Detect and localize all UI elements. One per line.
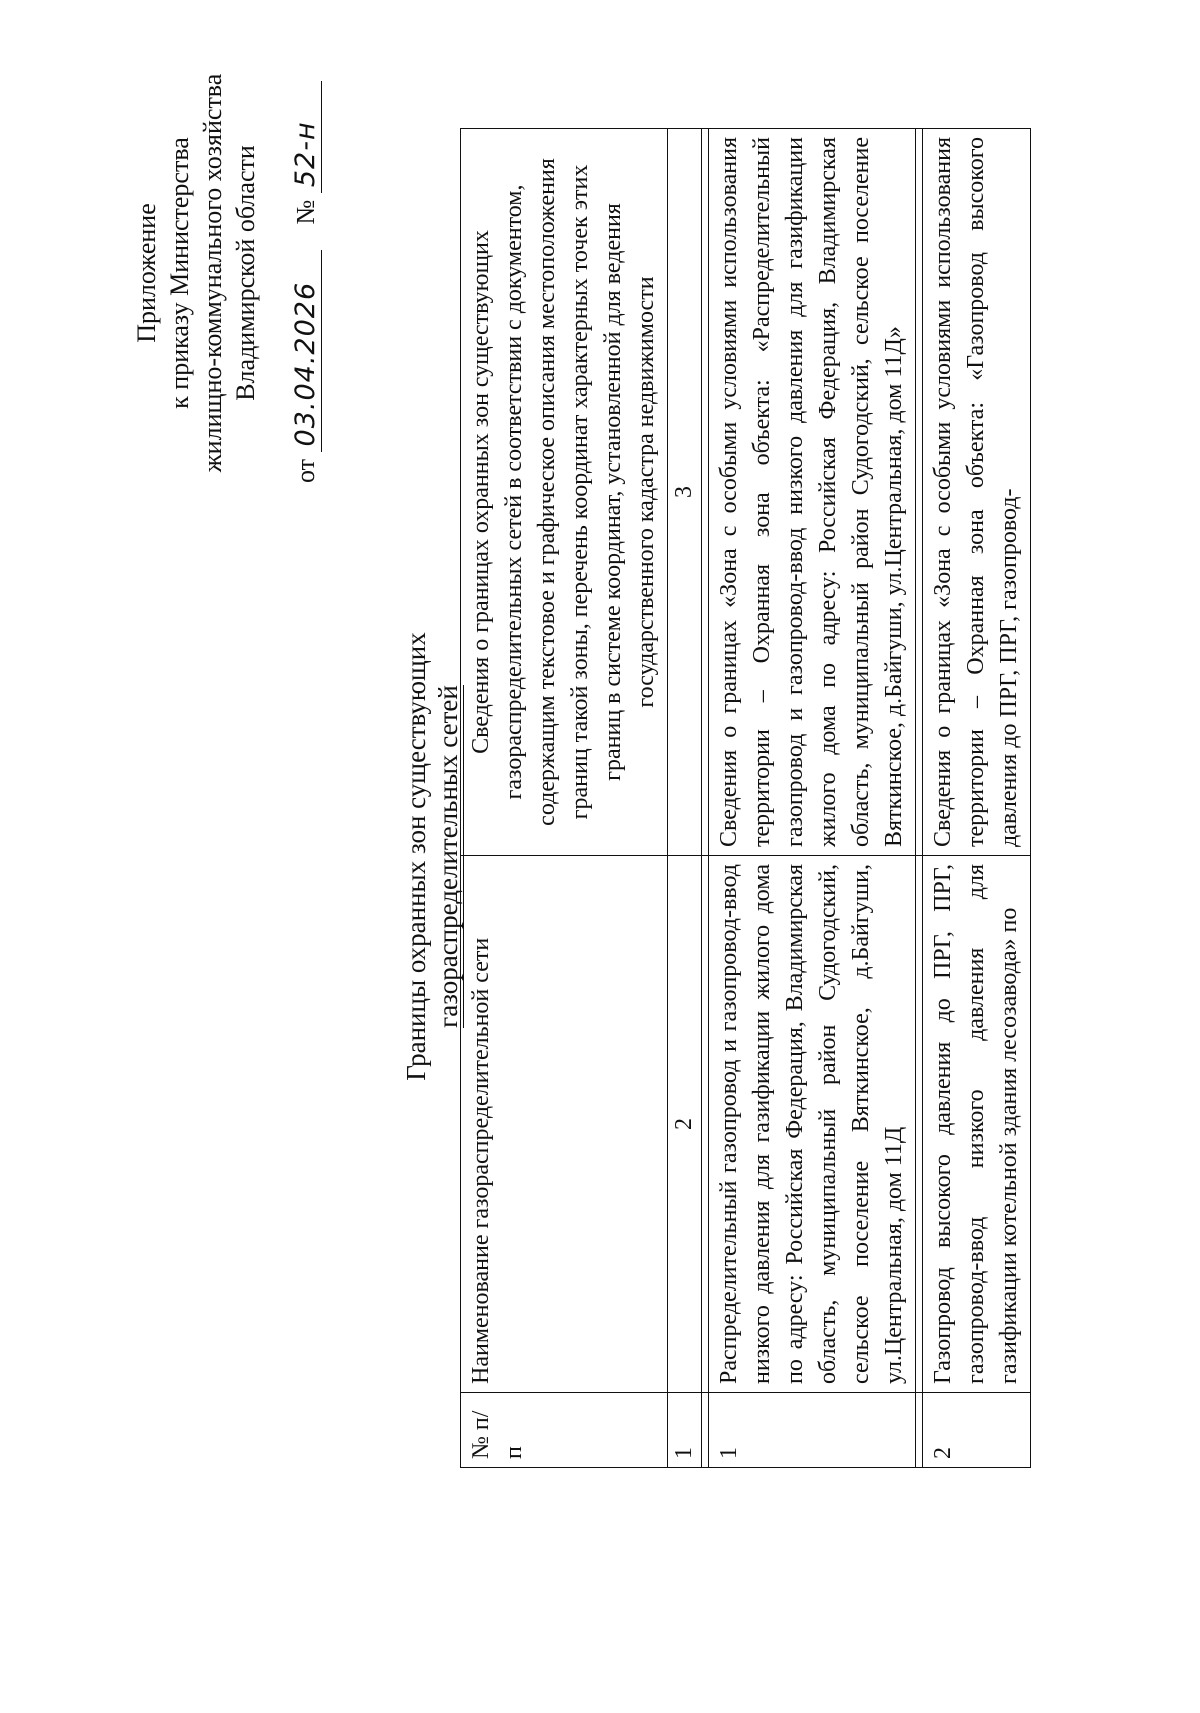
column-number: 1 [668,1393,702,1468]
column-number-row [668,129,702,1468]
row-name: Распределительный газопровод и газопровод-ввод низкого давления для газификации жилого дома по адресу: Российская Федерация, Владимирская область, муниципальный район Судогодский, сельское поселение Вяткинское, д.Байгуши, ул.Центральная, дом 11Д [709,856,916,1393]
column-number: 3 [668,129,702,856]
header-num: № п/п [461,1393,668,1468]
appendix-line: жилищно-коммунального хозяйства [198,73,227,473]
row-name: Газопровод высокого давления до ПРГ, ПРГ, газопровод-ввод низкого давления для газификации котельной здания лесозавода» по [923,856,1031,1393]
header-name: Наименование газораспределительной сети [461,856,668,1393]
table-row [709,129,916,1468]
table-row [923,129,1031,1468]
row-num: 2 [923,1393,1031,1468]
handwritten-date: 03.04.2026 [290,250,322,452]
row-info: Сведения о границах «Зона с особыми условиями использования территории – Охранная зона объекта: «Распределительный газопровод и газопровод-ввод низкого давления для газификации жилого дома по адресу: Российская Федерация, Владимирская область, муниципальный район Судогодский, сельское поселение Вяткинское, д.Байгуши, ул.Центральная, дом 11Д» [709,129,916,856]
header-info: Сведения о границах охранных зон существующих газораспределительных сетей в соответствии с документом, содержащим текстовое и графическое описания местоположения границ такой зоны, перечень координат характерных точек этих границ в системе координат, установленной для ведения государственного кадастра недвижимости [461,129,668,856]
appendix-header [130,63,262,483]
table-header-row [461,129,668,1468]
row-info: Сведения о границах «Зона с особыми условиями использования территории – Охранная зона объекта: «Газопровод высокого давления до ПРГ, ПРГ, газопровод- [923,129,1031,856]
row-gap [916,129,923,1468]
row-gap [702,129,709,1468]
order-date-number [290,23,322,483]
appendix-line: Владимирской области [231,145,260,401]
title-underlined-text: газораспределительных сетей [433,685,463,1028]
column-number: 2 [668,856,702,1393]
protection-zones-table [460,128,1031,1468]
number-prefix: № [291,199,320,225]
appendix-line: Приложение [132,203,161,343]
document-title-line-1: Границы охранных зон существующих [401,632,431,1081]
appendix-line: к приказу Министерства [165,137,194,409]
row-num: 1 [709,1393,916,1468]
date-prefix: от [291,458,320,483]
handwritten-number: 52-н [290,81,322,193]
